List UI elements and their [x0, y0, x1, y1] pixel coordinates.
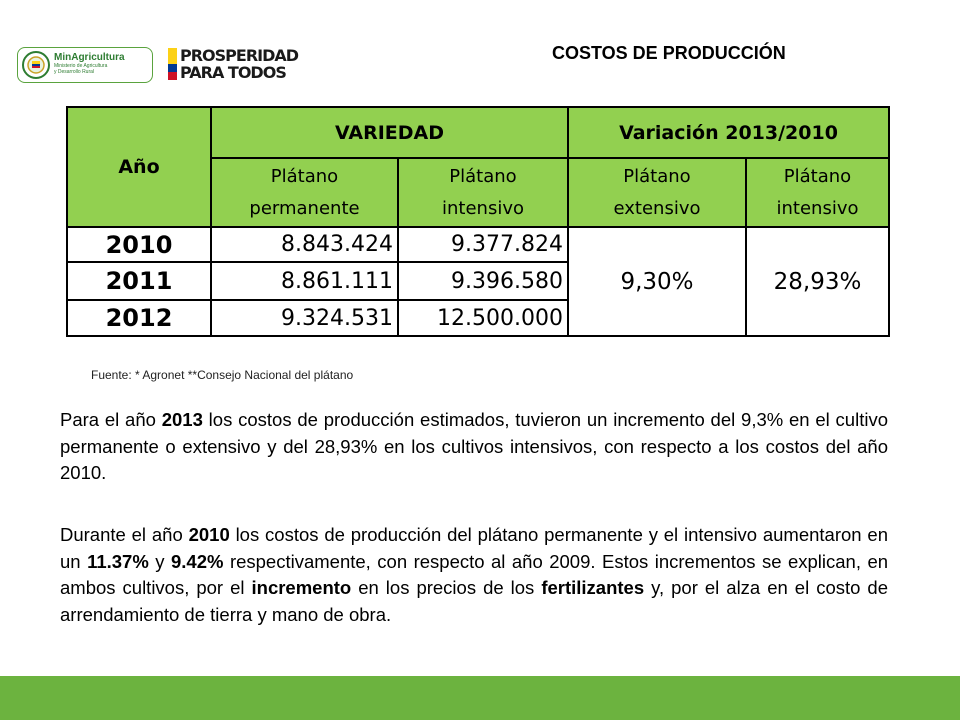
p2-text-i: en los precios de los	[351, 577, 542, 598]
colombia-flag-icon	[168, 48, 177, 80]
logo-prosperidad-line1: PROSPERIDAD	[180, 46, 299, 65]
logo-ministry-name: MinAgricultura	[54, 52, 125, 63]
paragraph-2010	[60, 522, 888, 628]
subheader-permanente-l1: Plátano	[270, 165, 339, 187]
p2-text-g: respectivamente, con respecto al año 2009. Estos incrementos se explican, en ambos cultivos, por el	[60, 550, 889, 598]
prosperidad-logo	[168, 47, 308, 83]
subheader-var-intensivo-l1: Plátano	[783, 165, 852, 187]
p2-pct-permanente: 11.37%	[87, 550, 149, 572]
header-variedad: VARIEDAD	[211, 107, 568, 158]
cost-table	[66, 106, 890, 337]
subheader-permanente-l2: permanente	[249, 197, 360, 219]
subheader-permanente	[211, 158, 398, 227]
variation-extensivo: 9,30%	[568, 227, 746, 336]
subheader-intensivo-l1: Plátano	[449, 165, 517, 187]
p1-year-2013: 2013	[161, 409, 203, 430]
footer-bar	[0, 676, 960, 720]
header-variacion: Variación 2013/2010	[568, 107, 889, 158]
subheader-intensivo-l2: intensivo	[442, 197, 524, 219]
paragraph-2013	[60, 407, 888, 487]
logo-ministry-line2: Ministerio de Agricultura	[54, 63, 108, 69]
source-note: Fuente: * Agronet **Consejo Nacional del plátano	[91, 368, 354, 382]
p2-pct-intensivo: 9.42%	[171, 550, 224, 572]
subheader-var-extensivo-l1: Plátano	[623, 165, 691, 187]
subheader-var-intensivo-l2: intensivo	[776, 197, 859, 219]
p2-fertilizantes: fertilizantes	[541, 577, 645, 598]
p2-text-e: y	[148, 550, 171, 572]
p1-text-a: Para el año	[60, 409, 162, 430]
value-intensivo: 9.377.824	[398, 227, 568, 262]
colombia-seal-icon	[22, 51, 50, 79]
p2-text-k: y, por el alza en el costo de arrendamiento de tierra y mano de obra.	[60, 577, 888, 625]
year-cell: 2010	[67, 227, 211, 262]
logo-prosperidad-line2: PARA TODOS	[180, 63, 286, 82]
p2-text-c: los costos de producción del plátano permanente y el intensivo aumentaron en un	[60, 524, 888, 572]
subheader-intensivo	[398, 158, 568, 227]
p2-year-2010: 2010	[188, 524, 230, 545]
value-intensivo: 12.500.000	[398, 300, 568, 336]
value-permanente: 9.324.531	[211, 300, 398, 336]
page-title: COSTOS DE PRODUCCIÓN	[552, 43, 786, 63]
subheader-var-extensivo	[568, 158, 746, 227]
p1-text-c: los costos de producción estimados, tuvieron un incremento del 9,3% en el cultivo permanente o extensivo y del 28,93% en los cultivos intensivos, con respecto a los costos del año 2010.	[60, 409, 888, 483]
value-permanente: 8.861.111	[211, 262, 398, 300]
header-year: Año	[67, 107, 211, 227]
year-cell: 2012	[67, 300, 211, 336]
p2-text-a: Durante el año	[60, 524, 189, 545]
subheader-var-extensivo-l2: extensivo	[613, 197, 701, 219]
variation-intensivo: 28,93%	[746, 227, 889, 336]
table-row	[67, 227, 889, 262]
minagricultura-logo	[17, 47, 153, 83]
subheader-var-intensivo	[746, 158, 889, 227]
year-cell: 2011	[67, 262, 211, 300]
p2-incremento: incremento	[251, 577, 352, 598]
logo-ministry-line3: y Desarrollo Rural	[54, 69, 95, 75]
value-permanente: 8.843.424	[211, 227, 398, 262]
value-intensivo: 9.396.580	[398, 262, 568, 300]
